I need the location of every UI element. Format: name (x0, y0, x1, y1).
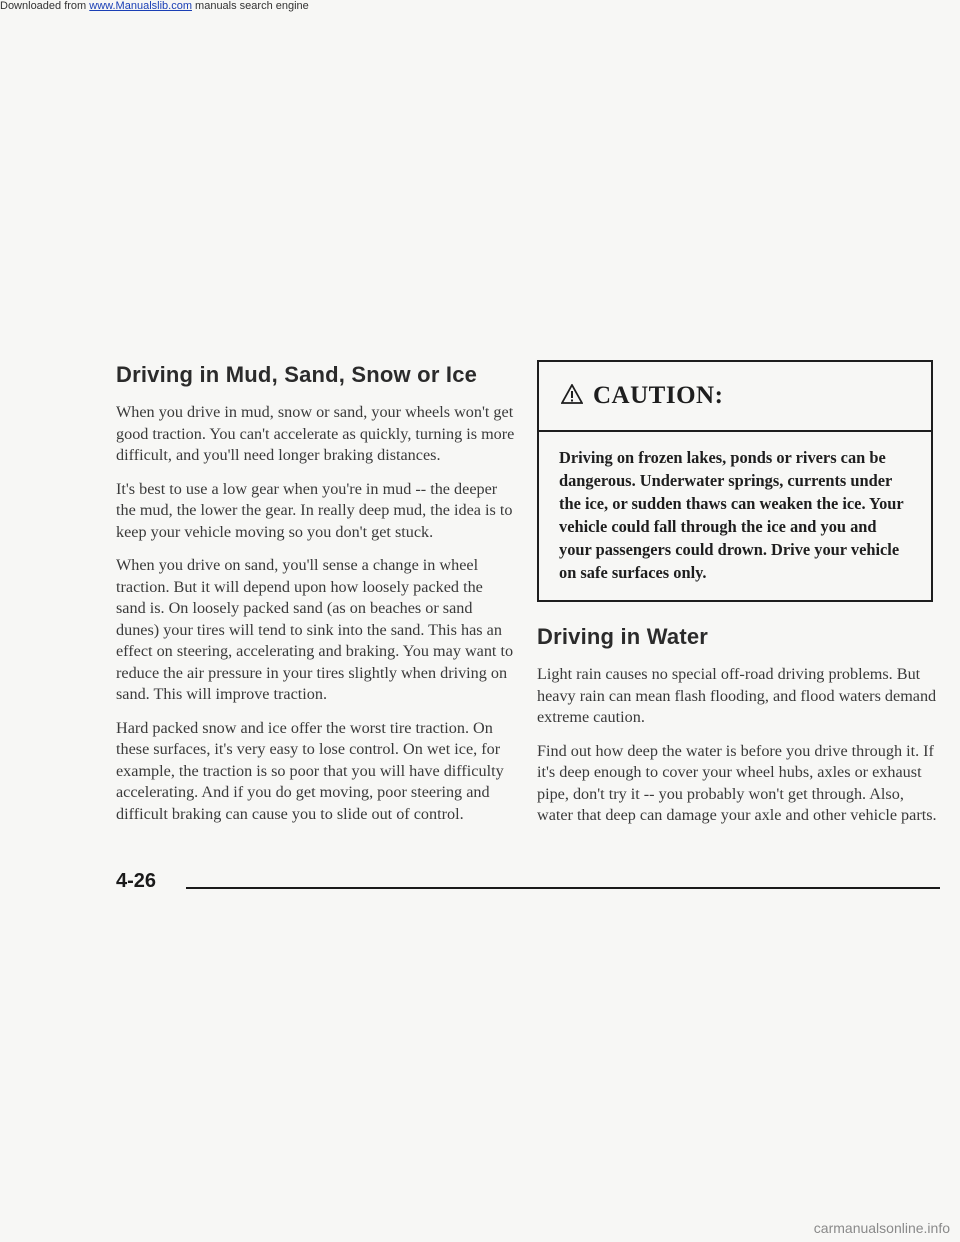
caution-text: Driving on frozen lakes, ponds or rivers can be dangerous. Underwater springs, currents under the ice, or sudden thaws can weaken the ice. Your vehicle could fall through the ice and you and your passengers could drown. Drive your vehicle on safe surfaces only. (559, 448, 904, 582)
mud-section-heading: Driving in Mud, Sand, Snow or Ice (116, 362, 478, 387)
caution-header (539, 362, 931, 432)
left-column (116, 362, 516, 837)
caution-title: CAUTION: (593, 382, 724, 409)
page-rule (186, 887, 940, 889)
page-number: 4-26 (116, 870, 157, 892)
banner-suffix: manuals search engine (191, 0, 309, 12)
caution-box (537, 360, 933, 602)
right-column (537, 360, 939, 839)
paragraph: Find out how deep the water is before you drive through it. If it's deep enough to cover your wheel hubs, axles or exhaust pipe, don't try it -- you probably won't get through. Also, water that deep can damage your axle and other vehicle parts. (537, 741, 937, 824)
paragraph: Light rain causes no special off-road driving problems. But heavy rain can mean flash flooding, and flood waters demand extreme caution. (537, 665, 937, 726)
banner-prefix: Downloaded from (0, 0, 90, 12)
footer-watermark: carmanualsonline.info (813, 1220, 950, 1236)
download-banner (0, 0, 309, 12)
manualslib-link[interactable]: www.Manualslib.com (89, 0, 192, 12)
paragraph: It's best to use a low gear when you're in mud -- the deeper the mud, the lower the gear. In really deep mud, the idea is to keep your vehicle moving so you don't get stuck. (116, 479, 513, 541)
paragraph: When you drive in mud, snow or sand, your wheels won't get good traction. You can't accelerate as quickly, turning is more difficult, and you'll need longer braking distances. (116, 403, 515, 464)
water-section-heading: Driving in Water (537, 624, 709, 649)
paragraph: Hard packed snow and ice offer the worst tire traction. On these surfaces, it's very easy to lose control. On wet ice, for example, the traction is so poor that you will have difficulty accelerating. And if you do get moving, poor steering and difficult braking can cause you to slide out of control. (116, 718, 504, 823)
warning-triangle-icon (561, 384, 583, 409)
paragraph: When you drive on sand, you'll sense a change in wheel traction. But it will depend upon how loosely packed the sand is. On loosely packed sand (as on beaches or sand dunes) your tires will tend to sink into the sand. This has an effect on steering, accelerating and braking. You may want to reduce the air pressure in your tires slightly when driving on sand. This will improve traction. (116, 556, 514, 703)
